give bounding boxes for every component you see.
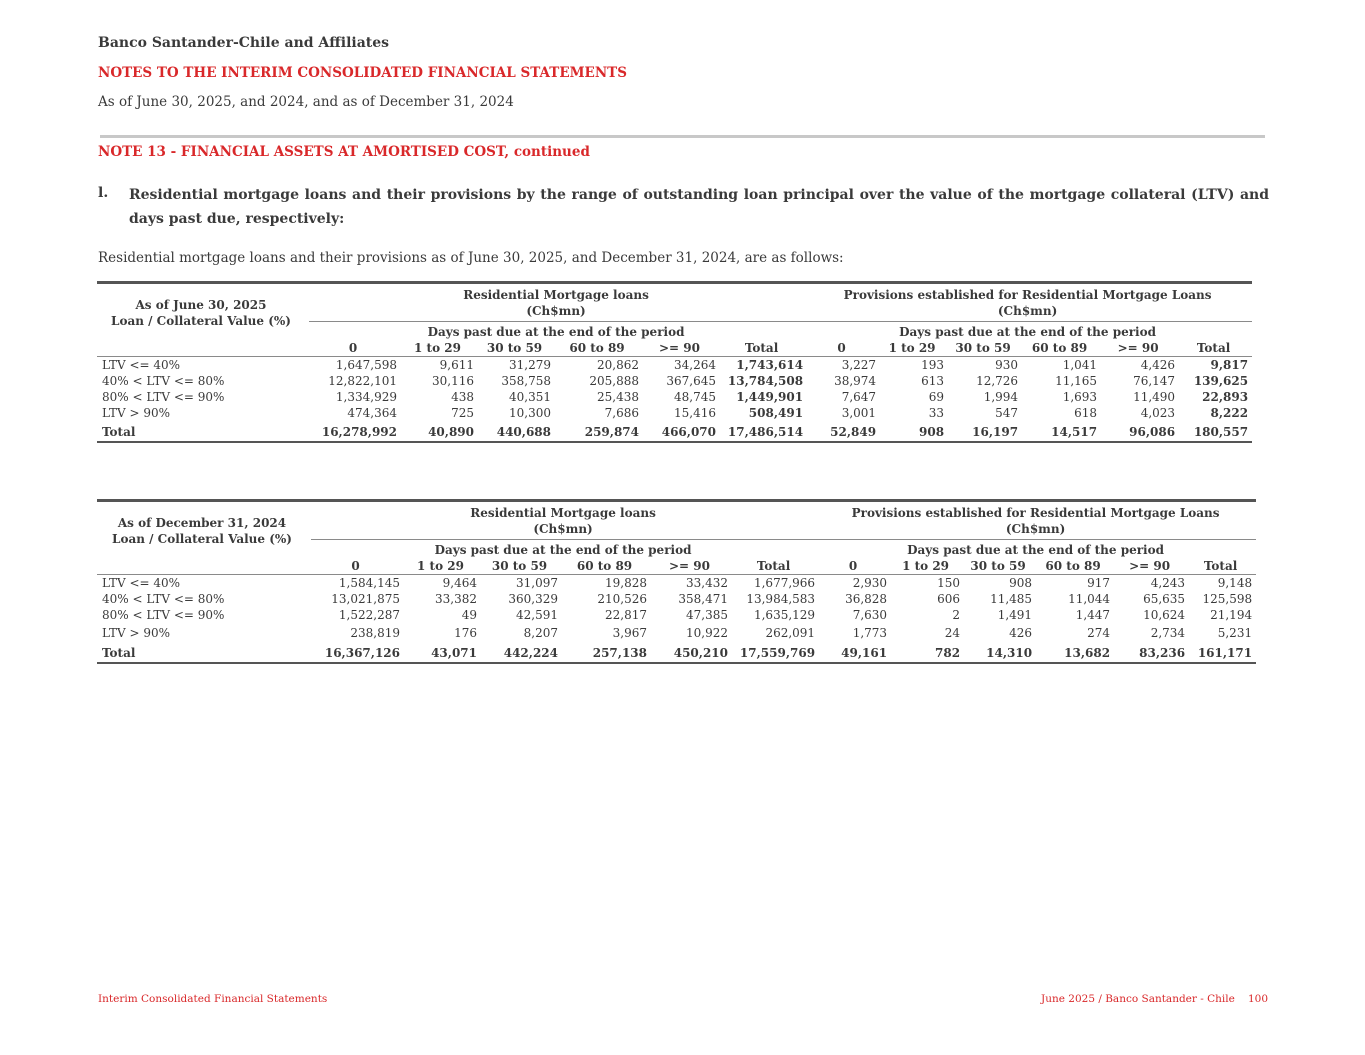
table-cell: 360,329 — [508, 592, 558, 606]
table-cell: 259,874 — [584, 425, 639, 439]
row-label: 40% < LTV <= 80% — [102, 374, 225, 388]
column-header: 30 to 59 — [948, 340, 1022, 357]
table-cell: 150 — [937, 576, 961, 590]
table-row — [97, 607, 1256, 623]
column-header: 60 to 89 — [1022, 340, 1101, 357]
row-label: LTV <= 40% — [102, 576, 181, 590]
table-cell: 4,243 — [1150, 576, 1186, 590]
page-number: 100 — [1248, 993, 1269, 1005]
table-cell: 52,849 — [830, 425, 877, 439]
column-header: >= 90 — [651, 558, 732, 575]
group-header-loans — [309, 283, 807, 322]
corner-metric: Loan / Collateral Value (%) — [112, 531, 292, 546]
table-cell: 2 — [952, 608, 961, 622]
table-cell: 13,984,583 — [746, 592, 816, 606]
table-cell: 96,086 — [1129, 425, 1176, 439]
table-cell: 31,097 — [516, 576, 558, 590]
corner-date: As of December 31, 2024 — [117, 515, 287, 530]
table-cell: 1,743,614 — [736, 358, 804, 372]
table-cell: 11,490 — [1133, 390, 1176, 404]
table-cell: 1,522,287 — [338, 608, 400, 622]
table-cell: 358,758 — [501, 374, 551, 388]
row-label: LTV > 90% — [102, 625, 171, 640]
group-unit: (Ch$mn) — [533, 522, 593, 536]
table-cell: 10,922 — [686, 625, 728, 640]
ltv-table-dec-2024 — [97, 499, 1256, 664]
table-cell: 4,023 — [1140, 406, 1176, 420]
table-cell: 34,264 — [674, 358, 716, 372]
table-cell: 5,231 — [1217, 625, 1253, 640]
header-divider — [100, 135, 1265, 138]
table-cell: 9,148 — [1217, 576, 1253, 590]
table-cell: 1,491 — [997, 608, 1033, 622]
table-cell: 238,819 — [350, 625, 400, 640]
group-title: Provisions established for Residential Mortgage Loans — [843, 288, 1212, 302]
column-header-blank — [97, 340, 309, 357]
table-cell: 7,686 — [604, 406, 639, 420]
table-cell: 3,967 — [612, 625, 647, 640]
column-header: Total — [1179, 340, 1252, 357]
table-cell: 193 — [921, 358, 945, 372]
column-header: 60 to 89 — [555, 340, 643, 357]
row-label: Total — [102, 425, 136, 439]
table-row — [97, 623, 1256, 642]
table-cell: 1,635,129 — [753, 608, 816, 622]
table-cell: 1,647,598 — [335, 358, 397, 372]
group-unit: (Ch$mn) — [1005, 522, 1066, 536]
table-cell: 33 — [928, 406, 945, 420]
section-heading: Residential mortgage loans and their provisions by the range of outstanding loan principal over the value of the mortgage collateral (LTV) and days past due, respectively: — [129, 187, 1269, 227]
table-cell: 442,224 — [503, 646, 558, 660]
column-header: 1 to 29 — [880, 340, 948, 357]
table-cell: 2,734 — [1150, 625, 1186, 640]
column-header: 0 — [807, 340, 880, 357]
corner-metric: Loan / Collateral Value (%) — [111, 313, 291, 328]
table-cell: 7,647 — [841, 390, 877, 404]
table-cell: 3,227 — [841, 358, 877, 372]
table-cell: 1,693 — [1062, 390, 1098, 404]
row-label: 80% < LTV <= 90% — [102, 390, 225, 404]
row-label: LTV <= 40% — [102, 358, 181, 372]
table-cell: 1,447 — [1075, 608, 1111, 622]
column-header: 0 — [309, 340, 401, 357]
row-label: LTV > 90% — [102, 406, 171, 420]
row-label: 40% < LTV <= 80% — [102, 592, 225, 606]
table-row — [97, 389, 1252, 405]
column-header: 30 to 59 — [481, 558, 562, 575]
subheader-days-past-due: Days past due at the end of the period — [807, 322, 1252, 341]
table-cell: 358,471 — [678, 592, 728, 606]
table-cell: 49 — [461, 608, 477, 622]
table-cell: 14,517 — [1051, 425, 1098, 439]
table-cell: 176 — [454, 625, 477, 640]
subheader-days-past-due: Days past due at the end of the period — [311, 540, 819, 559]
table-cell: 40,351 — [509, 390, 551, 404]
table-cell: 1,449,901 — [736, 390, 804, 404]
table-cell: 908 — [919, 425, 945, 439]
table-cell: 8,207 — [523, 625, 558, 640]
intro-paragraph: Residential mortgage loans and their provisions as of June 30, 2025, and December 31, 2024, are as follows: — [98, 250, 844, 266]
table-cell: 2,930 — [852, 576, 888, 590]
table-cell: 782 — [935, 646, 961, 660]
table-cell: 15,416 — [674, 406, 716, 420]
group-title: Residential Mortgage loans — [463, 288, 649, 302]
row-label: Total — [102, 646, 136, 660]
table-cell: 12,726 — [976, 374, 1019, 388]
table-cell: 65,635 — [1143, 592, 1186, 606]
table-cell: 3,001 — [841, 406, 877, 420]
table-cell: 367,645 — [666, 374, 716, 388]
table-cell: 618 — [1074, 406, 1098, 420]
table-cell: 547 — [995, 406, 1019, 420]
column-header: 0 — [819, 558, 891, 575]
table-cell: 1,773 — [852, 625, 888, 640]
table-cell: 10,624 — [1143, 608, 1186, 622]
table-cell: 16,367,126 — [324, 646, 400, 660]
table-cell: 1,994 — [983, 390, 1019, 404]
table-row — [97, 575, 1256, 592]
table-cell: 1,584,145 — [338, 576, 400, 590]
table-cell: 11,165 — [1055, 374, 1098, 388]
column-header: 1 to 29 — [404, 558, 481, 575]
table-cell: 16,278,992 — [321, 425, 397, 439]
corner-header — [97, 283, 309, 341]
table-cell: 30,116 — [432, 374, 474, 388]
table-cell: 7,630 — [852, 608, 888, 622]
column-header-blank — [97, 558, 311, 575]
table-cell: 11,485 — [990, 592, 1033, 606]
row-label: 80% < LTV <= 90% — [102, 608, 225, 622]
group-unit: (Ch$mn) — [997, 304, 1058, 318]
column-header: 1 to 29 — [891, 558, 964, 575]
table-cell: 125,598 — [1202, 592, 1253, 606]
table-cell: 48,745 — [674, 390, 716, 404]
table-cell: 257,138 — [592, 646, 647, 660]
column-header: >= 90 — [1114, 558, 1189, 575]
table-cell: 22,893 — [1202, 390, 1249, 404]
table-row — [97, 591, 1256, 607]
table-cell: 466,070 — [661, 425, 716, 439]
table-cell: 613 — [921, 374, 945, 388]
subheader-days-past-due: Days past due at the end of the period — [309, 322, 807, 341]
column-header: 0 — [311, 558, 404, 575]
table-cell: 76,147 — [1133, 374, 1176, 388]
table-cell: 930 — [995, 358, 1019, 372]
table-cell: 1,677,966 — [753, 576, 816, 590]
table-cell: 917 — [1087, 576, 1111, 590]
table-cell: 43,071 — [431, 646, 477, 660]
table-cell: 33,432 — [686, 576, 728, 590]
table-cell: 20,862 — [597, 358, 639, 372]
table-cell: 474,364 — [347, 406, 397, 420]
column-header: Total — [1189, 558, 1256, 575]
table-cell: 17,559,769 — [739, 646, 816, 660]
table-cell: 16,197 — [972, 425, 1019, 439]
note-title: NOTE 13 - FINANCIAL ASSETS AT AMORTISED COST, continued — [98, 144, 590, 160]
table-cell: 139,625 — [1193, 374, 1249, 388]
table-cell: 440,688 — [496, 425, 551, 439]
column-header: Total — [720, 340, 807, 357]
column-header: 30 to 59 — [964, 558, 1036, 575]
table-cell: 274 — [1087, 625, 1111, 640]
table-cell: 1,041 — [1062, 358, 1098, 372]
company-name: Banco Santander-Chile and Affiliates — [98, 35, 390, 51]
table-cell: 438 — [451, 390, 474, 404]
table-cell: 25,438 — [597, 390, 639, 404]
table-cell: 36,828 — [845, 592, 888, 606]
table-cell: 9,817 — [1210, 358, 1249, 372]
table-cell: 22,817 — [605, 608, 647, 622]
table-cell: 8,222 — [1210, 406, 1249, 420]
table-cell: 9,464 — [442, 576, 477, 590]
notes-title: NOTES TO THE INTERIM CONSOLIDATED FINANCIAL STATEMENTS — [98, 65, 627, 81]
corner-header — [97, 501, 311, 559]
table-cell: 38,974 — [834, 374, 877, 388]
table-cell: 13,021,875 — [331, 592, 400, 606]
table-cell: 31,279 — [509, 358, 551, 372]
corner-date: As of June 30, 2025 — [135, 297, 267, 312]
group-unit: (Ch$mn) — [526, 304, 586, 318]
table-cell: 40,890 — [428, 425, 474, 439]
table-cell: 49,161 — [841, 646, 888, 660]
total-row — [97, 642, 1256, 663]
table-row — [97, 373, 1252, 389]
table-cell: 606 — [937, 592, 961, 606]
table-cell: 42,591 — [516, 608, 558, 622]
table-cell: 262,091 — [765, 625, 816, 640]
column-header: 30 to 59 — [478, 340, 555, 357]
column-header: Total — [732, 558, 819, 575]
group-title: Residential Mortgage loans — [470, 506, 656, 520]
column-header: 60 to 89 — [562, 558, 651, 575]
table-cell: 725 — [451, 406, 474, 420]
table-cell: 83,236 — [1139, 646, 1186, 660]
section-letter: l. — [98, 185, 109, 201]
table-row — [97, 405, 1252, 421]
table-cell: 33,382 — [435, 592, 477, 606]
table-cell: 19,828 — [605, 576, 647, 590]
footer-left: Interim Consolidated Financial Statements — [98, 993, 328, 1005]
table-cell: 13,682 — [1064, 646, 1111, 660]
column-header: >= 90 — [643, 340, 720, 357]
table-cell: 180,557 — [1193, 425, 1249, 439]
table-cell: 450,210 — [673, 646, 728, 660]
table-cell: 508,491 — [748, 406, 804, 420]
subheader-days-past-due: Days past due at the end of the period — [819, 540, 1256, 559]
table-cell: 14,310 — [986, 646, 1033, 660]
table-cell: 21,194 — [1210, 608, 1253, 622]
column-header: >= 90 — [1101, 340, 1179, 357]
table-cell: 161,171 — [1197, 646, 1253, 660]
table-cell: 24 — [944, 625, 961, 640]
table-cell: 1,334,929 — [335, 390, 397, 404]
group-header-loans — [311, 501, 819, 540]
table-cell: 13,784,508 — [727, 374, 804, 388]
table-cell: 10,300 — [509, 406, 551, 420]
column-header-row — [97, 558, 1256, 575]
group-title: Provisions established for Residential Mortgage Loans — [851, 506, 1220, 520]
table-cell: 11,044 — [1068, 592, 1111, 606]
table-row — [97, 357, 1252, 374]
table-cell: 9,611 — [439, 358, 474, 372]
footer-right: June 2025 / Banco Santander - Chile — [1041, 993, 1235, 1005]
total-row — [97, 421, 1252, 442]
table-cell: 4,426 — [1140, 358, 1176, 372]
table-cell: 12,822,101 — [328, 374, 397, 388]
group-header-provisions — [807, 283, 1252, 322]
column-header-row — [97, 340, 1252, 357]
column-header: 1 to 29 — [401, 340, 478, 357]
column-header: 60 to 89 — [1036, 558, 1114, 575]
table-cell: 210,526 — [597, 592, 647, 606]
as-of-dates: As of June 30, 2025, and 2024, and as of December 31, 2024 — [98, 94, 514, 110]
table-cell: 908 — [1009, 576, 1033, 590]
ltv-table-jun-2025 — [97, 281, 1252, 443]
group-header-provisions — [819, 501, 1256, 540]
table-cell: 47,385 — [686, 608, 728, 622]
table-cell: 17,486,514 — [727, 425, 804, 439]
table-cell: 205,888 — [589, 374, 639, 388]
table-cell: 426 — [1009, 625, 1033, 640]
table-cell: 69 — [928, 390, 945, 404]
